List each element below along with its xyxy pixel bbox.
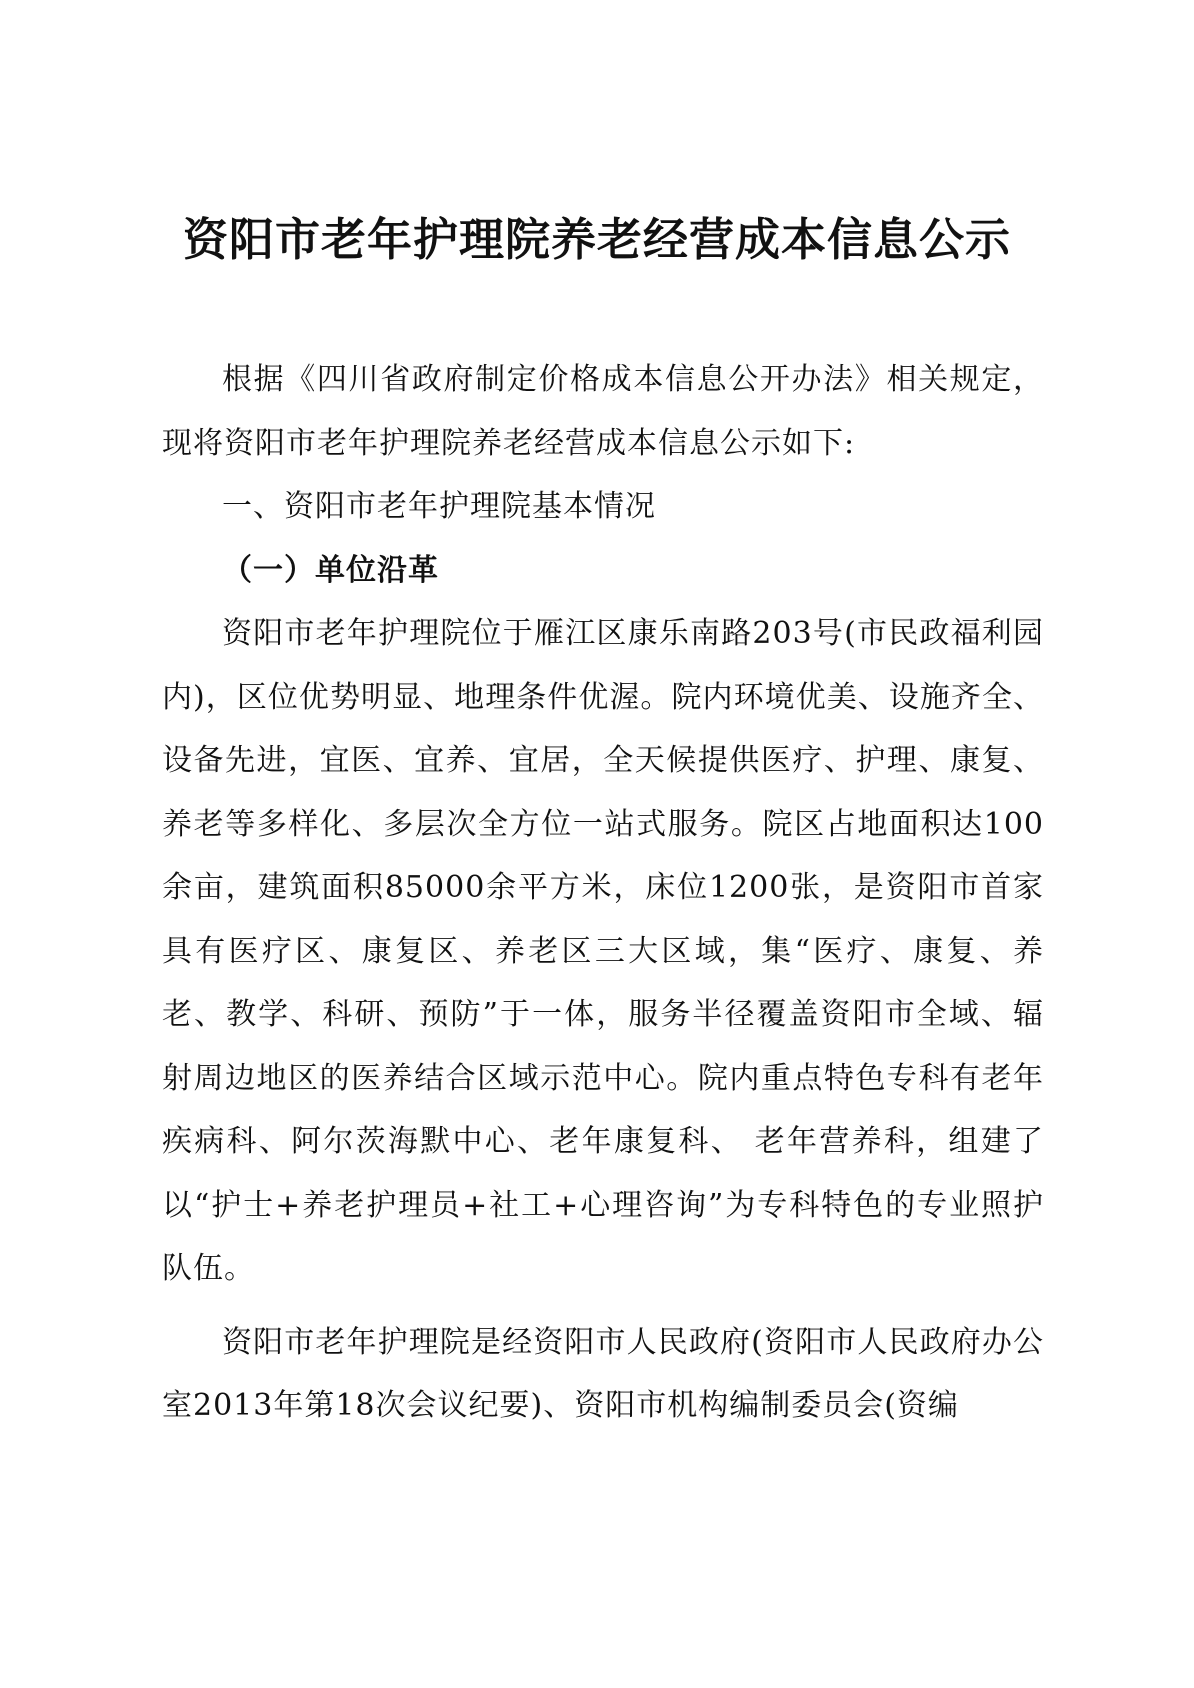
document-body xyxy=(162,348,1044,1438)
history-paragraph-2: 资阳市老年护理院是经资阳市人民政府(资阳市人民政府办公室2013年第18次会议纪要)、资阳市机构编制委员会(资编 xyxy=(162,1324,1044,1423)
intro-paragraph: 根据《四川省政府制定价格成本信息公开办法》相关规定，现将资阳市老年护理院养老经营成本信息公示如下: xyxy=(162,362,1044,461)
section-heading-basic-info: 一、资阳市老年护理院基本情况 xyxy=(222,489,656,524)
subsection-heading-history: （一）单位沿革 xyxy=(222,552,439,588)
document-title: 资阳市老年护理院养老经营成本信息公示 xyxy=(182,213,1011,266)
history-paragraph-1: 资阳市老年护理院位于雁江区康乐南路203号(市民政福利园内)，区位优势明显、地理条件优渥。院内环境优美、设施齐全、设备先进，宜医、宜养、宜居，全天候提供医疗、护理、康复、养老等多样化、多层次全方位一站式服务。院区占地面积达100余亩，建筑面积85000余平方米，床位1200张，是资阳市首家具有医疗区、康复区、养老区三大区域，集“医疗、康复、养老、教学、科研、预防”于一体，服务半径覆盖资阳市全域、辐射周边地区的医养结合区域示范中心。院内重点特色专科有老年疾病科、阿尔茨海默中心、老年康复科、 老年营养科，组建了以“护士+养老护理员+社工+心理咨询”为专科特色的专业照护队伍。 xyxy=(162,616,1044,1286)
